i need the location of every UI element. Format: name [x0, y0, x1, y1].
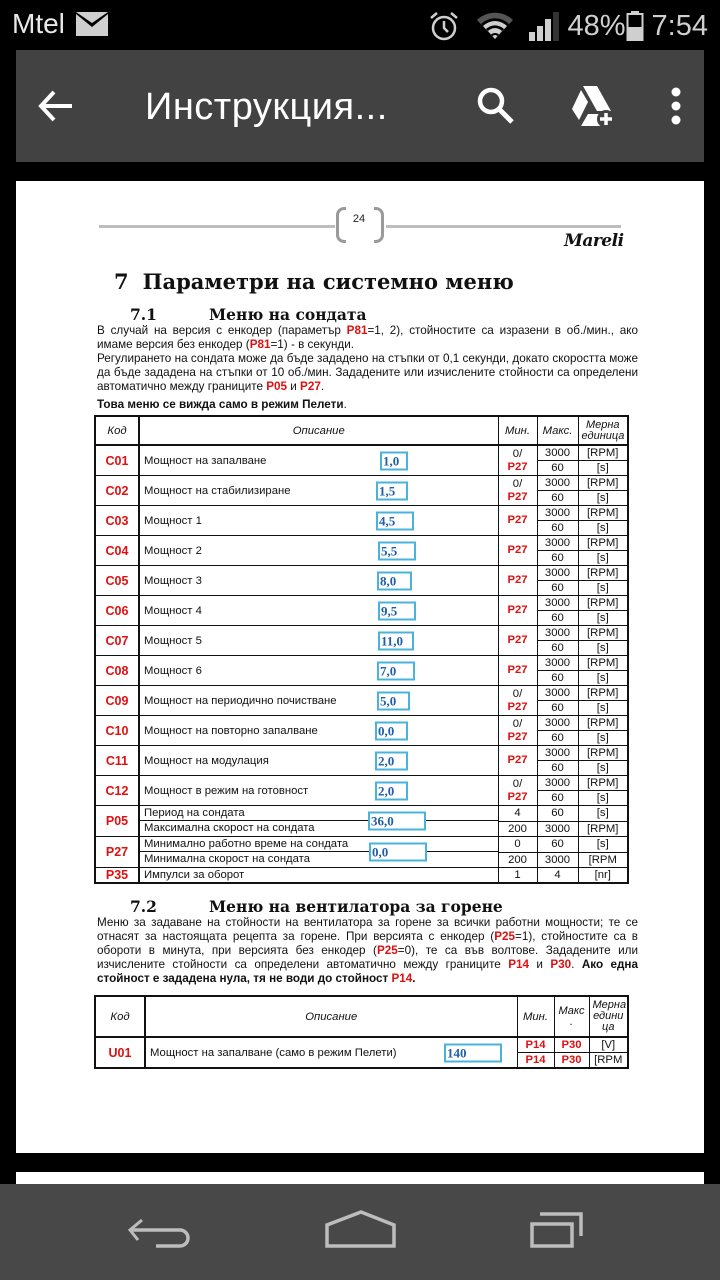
max-value: 60	[537, 701, 578, 716]
max-value: 60	[537, 641, 578, 656]
max-value: 4	[537, 868, 578, 884]
param-description: Мощност 2 5,5	[139, 536, 498, 566]
carrier-label: Mtel	[12, 8, 65, 39]
unit-value: [RPM]	[578, 626, 628, 641]
param-description: Мощност 5 11,0	[139, 626, 498, 656]
value-annotation: 4,5	[376, 511, 414, 530]
value-annotation: 0,0	[369, 843, 427, 862]
max-value: 3000	[537, 746, 578, 761]
param-description: Мощност 3 8,0	[139, 566, 498, 596]
col-header-unit: Мерна едини ца	[589, 996, 628, 1037]
min-value: P27	[498, 506, 537, 536]
nav-home-icon[interactable]	[320, 1210, 400, 1254]
min-value: 0/ P27	[498, 445, 537, 476]
max-value: 60	[537, 521, 578, 536]
max-value: 60	[537, 491, 578, 506]
nav-back-icon[interactable]	[120, 1210, 200, 1254]
unit-value: [RPM	[589, 1053, 628, 1069]
min-value: P27	[498, 746, 537, 776]
param-description: Мощност на повторно запалване 0,0	[139, 716, 498, 746]
col-header-code: Код	[95, 416, 139, 445]
search-icon[interactable]	[474, 84, 518, 128]
col-header-min: Мин.	[517, 996, 554, 1037]
max-value: 3000	[537, 626, 578, 641]
unit-value: [s]	[578, 611, 628, 626]
col-header-max: Макс.	[537, 416, 578, 445]
unit-value: [s]	[578, 701, 628, 716]
probe-parameters-table	[94, 415, 629, 884]
param-description: Импулси за оборот	[139, 868, 498, 884]
unit-value: [RPM]	[578, 506, 628, 521]
param-code: P27	[95, 837, 139, 868]
chapter-heading	[114, 269, 514, 294]
min-value: P27	[498, 656, 537, 686]
unit-value: [s]	[578, 791, 628, 806]
max-value: 3000	[537, 566, 578, 581]
param-description: Мощност на запалване 1,0	[139, 445, 498, 476]
param-code: C04	[95, 536, 139, 566]
param-code: C03	[95, 506, 139, 536]
max-value: 60	[537, 581, 578, 596]
mail-icon	[76, 14, 108, 36]
section1-note: Това меню се вижда само в режим Пелети.	[97, 398, 347, 411]
max-value: 60	[537, 461, 578, 476]
param-description: Минимално работно време на сондата Минимална скорост на сондата 0,0	[139, 837, 498, 868]
max-value: 3000	[537, 476, 578, 491]
table-row	[95, 536, 628, 551]
min-value: P27	[498, 626, 537, 656]
table-row	[95, 686, 628, 701]
min-value: 0/ P27	[498, 686, 537, 716]
unit-value: [s]	[578, 731, 628, 746]
param-description: Мощност на стабилизиране 1,5	[139, 476, 498, 506]
max-value: 60	[537, 761, 578, 776]
max-value: 3000	[537, 686, 578, 701]
unit-value: [s]	[578, 761, 628, 776]
param-code: C06	[95, 596, 139, 626]
unit-value: [s]	[578, 806, 628, 822]
min-value: 0	[498, 837, 537, 853]
value-annotation: 8,0	[377, 571, 412, 590]
unit-value: [nr]	[578, 868, 628, 884]
table-row	[95, 806, 628, 822]
alarm-icon	[428, 10, 460, 42]
min-value: 1	[498, 868, 537, 884]
min-value: 0/ P27	[498, 476, 537, 506]
unit-value: [s]	[578, 581, 628, 596]
param-description: Период на сондата Максимална скорост на сондата 36,0	[139, 806, 498, 837]
unit-value: [RPM]	[578, 566, 628, 581]
value-annotation: 9,5	[378, 601, 416, 620]
unit-value: [s]	[578, 461, 628, 476]
table-row	[95, 716, 628, 731]
min-value: P14	[517, 1037, 554, 1053]
document-page[interactable]	[16, 181, 704, 1153]
max-value: 60	[537, 731, 578, 746]
param-description: Мощност на запалване (само в режим Пелети) 140	[145, 1037, 517, 1068]
param-description: Мощност на модулация 2,0	[139, 746, 498, 776]
unit-value: [RPM	[578, 852, 628, 868]
max-value: 3000	[537, 821, 578, 837]
unit-value: [RPM]	[578, 776, 628, 791]
col-header-max: Макс .	[554, 996, 589, 1037]
table-row	[95, 445, 628, 461]
param-code: C11	[95, 746, 139, 776]
min-value: 0/ P27	[498, 776, 537, 806]
param-code: C07	[95, 626, 139, 656]
unit-value: [RPM]	[578, 445, 628, 461]
table-row	[95, 837, 628, 853]
value-annotation: 2,0	[375, 781, 408, 800]
value-annotation: 0,0	[375, 721, 408, 740]
param-description: Мощност на периодично почистване 5,0	[139, 686, 498, 716]
min-value: P27	[498, 566, 537, 596]
drive-add-icon[interactable]	[568, 84, 616, 128]
param-code: C08	[95, 656, 139, 686]
section2-paragraph: Меню за задаване на стойности на вентилатора за горене за всички работни мощности; те се отнасят за настоящата рецепта за горене. При версията с енкодер (P25=1), стойностите са в обороти в минута, при версията без енкодер (P25=0), те са във волтове. Зададените или изчислените стойности са определени автоматично между границите P14 и P30. Ако една стойност е зададена нула, тя не води до стойност P14.	[97, 916, 638, 985]
table-row	[95, 776, 628, 791]
value-annotation: 1,0	[380, 451, 408, 470]
param-code: U01	[95, 1037, 145, 1068]
system-nav-bar	[0, 1184, 720, 1280]
param-code: P05	[95, 806, 139, 837]
unit-value: [s]	[578, 521, 628, 536]
chapter-number: 7	[114, 269, 129, 294]
header-rule-left	[99, 225, 335, 228]
min-value: 200	[498, 852, 537, 868]
page-number: 24	[352, 213, 366, 225]
back-arrow-icon[interactable]	[36, 86, 76, 126]
max-value: 3000	[537, 776, 578, 791]
unit-value: [s]	[578, 837, 628, 853]
battery-percent: 48%	[567, 9, 626, 42]
unit-value: [RPM]	[578, 686, 628, 701]
param-code: C10	[95, 716, 139, 746]
col-header-description: Описание	[145, 996, 517, 1037]
col-header-code: Код	[95, 996, 145, 1037]
table-row	[95, 596, 628, 611]
value-annotation: 140	[444, 1043, 502, 1062]
nav-recents-icon[interactable]	[520, 1210, 600, 1254]
section-heading-7-1	[130, 305, 367, 324]
unit-value: [RPM]	[578, 716, 628, 731]
max-value: 3000	[537, 445, 578, 461]
value-annotation: 11,0	[378, 631, 414, 650]
table-row	[95, 1037, 628, 1053]
table-row	[95, 656, 628, 671]
col-header-unit: Мерна единица	[578, 416, 628, 445]
battery-icon	[626, 10, 644, 42]
min-value: 200	[498, 821, 537, 837]
max-value: 60	[537, 671, 578, 686]
table-row	[95, 868, 628, 884]
more-vert-icon[interactable]	[666, 86, 686, 126]
table-row	[95, 746, 628, 761]
clock: 7:54	[651, 9, 708, 42]
section-title: Меню на вентилатора за горене	[209, 897, 503, 916]
param-description: Мощност 4 9,5	[139, 596, 498, 626]
max-value: 3000	[537, 852, 578, 868]
value-annotation: 5,5	[378, 541, 416, 560]
max-value: 60	[537, 837, 578, 853]
max-value: 60	[537, 611, 578, 626]
param-code: C02	[95, 476, 139, 506]
max-value: 3000	[537, 596, 578, 611]
max-value: 60	[537, 791, 578, 806]
min-value: P27	[498, 536, 537, 566]
section-title: Меню на сондата	[209, 305, 367, 324]
value-annotation: 7,0	[377, 661, 415, 680]
table-row	[95, 626, 628, 641]
min-value: 4	[498, 806, 537, 822]
unit-value: [s]	[578, 671, 628, 686]
unit-value: [s]	[578, 491, 628, 506]
max-value: P30	[554, 1053, 589, 1069]
param-description: Мощност 1 4,5	[139, 506, 498, 536]
table-header-row	[95, 996, 628, 1037]
signal-icon	[528, 10, 560, 42]
chapter-title: Параметри на системно меню	[142, 269, 514, 294]
max-value: P30	[554, 1037, 589, 1053]
section1-paragraph2: Регулирането на сондата може да бъде зададено на стъпки от 0,1 секунди, докато скоростта може да бъде зададена на стъпки от 10 об./мин. Зададените или изчислените стойности са определени автоматично между границите P05 и P27.	[97, 352, 638, 393]
fan-parameters-table	[94, 995, 629, 1069]
document-title: Инструкция...	[145, 86, 388, 128]
unit-value: [V]	[589, 1037, 628, 1053]
unit-value: [RPM]	[578, 536, 628, 551]
unit-value: [s]	[578, 551, 628, 566]
max-value: 60	[537, 551, 578, 566]
param-code: C01	[95, 445, 139, 476]
brand-logo: Mareli	[564, 231, 624, 251]
param-code: C05	[95, 566, 139, 596]
table-header-row	[95, 416, 628, 445]
section-number: 7.2	[130, 897, 157, 916]
min-value: P27	[498, 596, 537, 626]
table-row	[95, 476, 628, 491]
max-value: 3000	[537, 716, 578, 731]
section1-paragraph1: В случай на версия с енкодер (параметър P81=1, 2), стойностите са изразени в об./мин., ако имаме версия без енкодер (P81=1) - в секунди.	[97, 324, 638, 351]
param-description: Мощност в режим на готовност 2,0	[139, 776, 498, 806]
param-code: P35	[95, 868, 139, 884]
wifi-icon	[476, 11, 514, 41]
min-value: 0/ P27	[498, 716, 537, 746]
value-annotation: 5,0	[377, 691, 410, 710]
unit-value: [s]	[578, 641, 628, 656]
table-row	[95, 506, 628, 521]
value-annotation: 36,0	[368, 812, 426, 831]
min-value: P14	[517, 1053, 554, 1069]
value-annotation: 2,0	[375, 751, 408, 770]
section-heading-7-2	[130, 897, 503, 916]
unit-value: [RPM]	[578, 821, 628, 837]
max-value: 3000	[537, 536, 578, 551]
table-row	[95, 566, 628, 581]
section-number: 7.1	[130, 305, 157, 324]
app-toolbar	[16, 50, 704, 162]
header-rule-right	[386, 225, 621, 228]
param-description: Мощност 6 7,0	[139, 656, 498, 686]
param-code: C12	[95, 776, 139, 806]
unit-value: [RPM]	[578, 596, 628, 611]
value-annotation: 1,5	[376, 481, 408, 500]
param-code: C09	[95, 686, 139, 716]
col-header-min: Мин.	[498, 416, 537, 445]
status-bar	[0, 0, 720, 50]
max-value: 3000	[537, 656, 578, 671]
col-header-description: Описание	[139, 416, 498, 445]
unit-value: [RPM]	[578, 476, 628, 491]
max-value: 3000	[537, 506, 578, 521]
max-value: 60	[537, 806, 578, 822]
unit-value: [RPM]	[578, 656, 628, 671]
unit-value: [RPM]	[578, 746, 628, 761]
